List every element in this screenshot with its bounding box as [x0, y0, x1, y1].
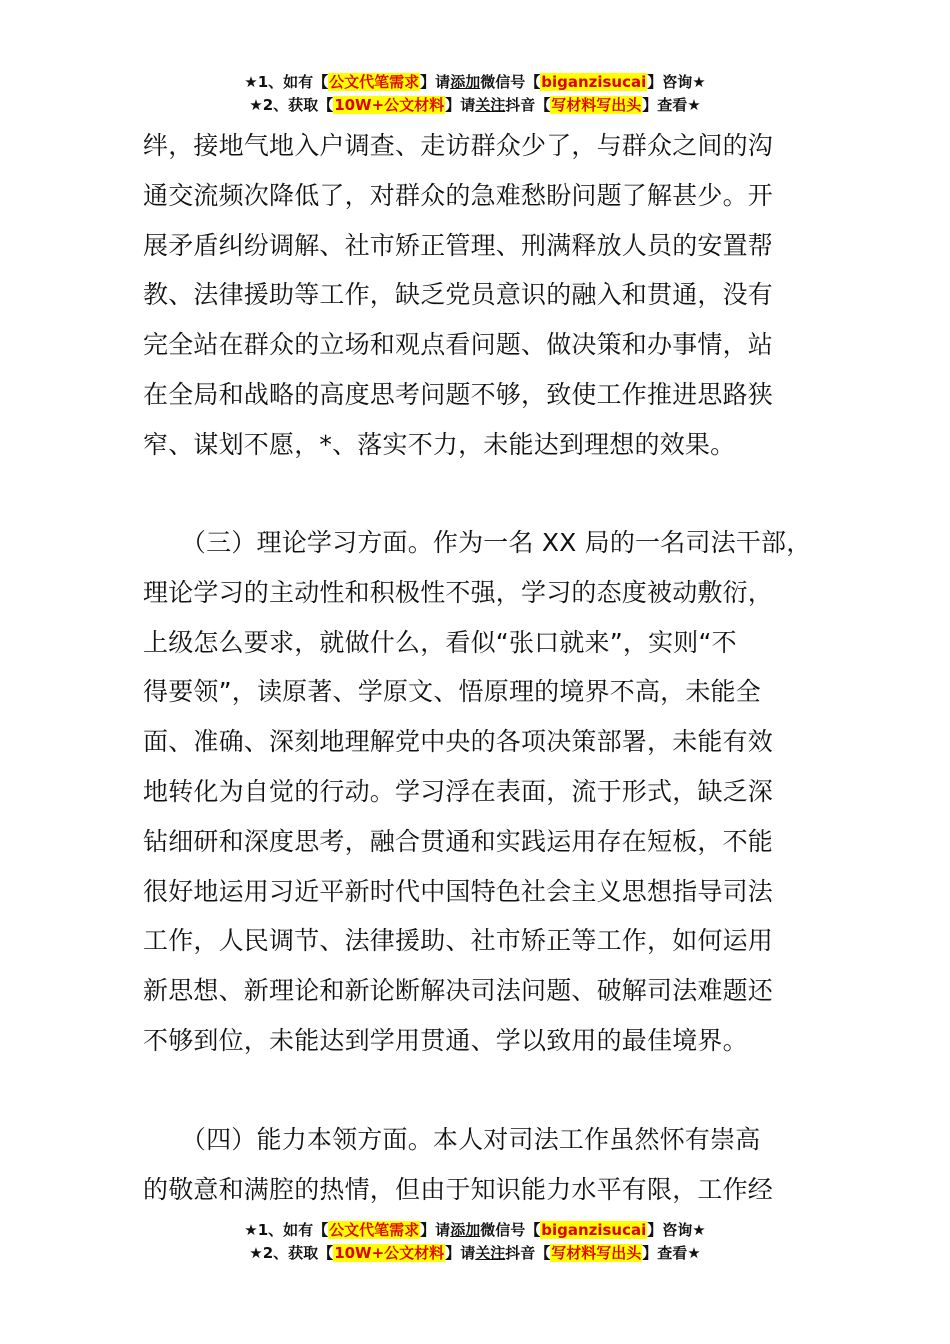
text-line: 工作，人民调节、法律援助、社市矫正等工作，如何运用: [143, 926, 774, 956]
banner-wechat-id: biganzisucai: [541, 73, 647, 91]
text-line: 完全站在群众的立场和观点看问题、做决策和办事情，站: [143, 330, 774, 360]
text-line: 的敬意和满腔的热情，但由于知识能力水平有限，工作经: [143, 1174, 774, 1204]
banner-text: 】查看★: [642, 1244, 701, 1262]
banner-text: 】请: [420, 1221, 451, 1239]
banner-text: 微信号【: [480, 1221, 541, 1239]
banner-text: ★1、如有【: [244, 73, 329, 91]
banner-highlight: 公文代笔需求: [329, 1221, 420, 1239]
banner-underlined-text: 添加: [450, 73, 481, 91]
text-line: （四）能力本领方面。本人对司法工作虽然怀有崇高: [143, 1125, 761, 1154]
text-line: 上级怎么要求，就做什么，看似“张口就来”，实则“不: [143, 627, 737, 657]
banner-text: 】查看★: [642, 96, 701, 114]
banner-underlined-text: 关注: [475, 96, 506, 114]
banner-underlined-text: 关注: [475, 1244, 506, 1262]
banner-line-2: [0, 94, 950, 117]
banner-wechat-id: biganzisucai: [541, 1221, 647, 1239]
banner-underlined-text: 添加: [450, 1221, 481, 1239]
banner-highlight: 公文代笔需求: [329, 73, 420, 91]
banner-highlight: 10W+公文材料: [334, 96, 445, 114]
text-line: 在全局和战略的高度思考问题不够，致使工作推进思路狭: [143, 379, 774, 409]
banner-line-2: [0, 1242, 950, 1265]
paragraph-1: [143, 121, 833, 470]
banner-text: 抖音【: [505, 1244, 551, 1262]
paragraph-3: [143, 1115, 833, 1215]
text-line: 面、准确、深刻地理解党中央的各项决策部署，未能有效: [143, 727, 774, 757]
banner-text: 】请: [445, 96, 476, 114]
text-line: 教、法律援助等工作，缺乏党员意识的融入和贯通，没有: [143, 280, 774, 310]
text-line: 很好地运用习近平新时代中国特色社会主义思想指导司法: [143, 876, 774, 906]
banner-highlight: 写材料写出头: [551, 96, 642, 114]
text-line: 绊，接地气地入户调查、走访群众少了，与群众之间的沟: [143, 131, 774, 160]
banner-line-1: [0, 1219, 950, 1242]
banner-text: 】请: [420, 73, 451, 91]
text-line: 不够到位，未能达到学用贯通、学以致用的最佳境界。: [143, 1025, 748, 1055]
banner-line-1: [0, 71, 950, 94]
text-line: 通交流频次降低了，对群众的急难愁盼问题了解甚少。开: [143, 180, 774, 210]
banner-text: ★2、获取【: [249, 96, 334, 114]
banner-text: 】咨询★: [647, 1221, 706, 1239]
text-line: （三）理论学习方面。作为一名 XX 局的一名司法干部，: [143, 528, 812, 557]
banner-text: 微信号【: [480, 73, 541, 91]
banner-text: 】咨询★: [647, 73, 706, 91]
text-line: 新思想、新理论和新论断解决司法问题、破解司法难题还: [143, 976, 774, 1006]
banner-highlight: 写材料写出头: [551, 1244, 642, 1262]
banner-text: ★1、如有【: [244, 1221, 329, 1239]
banner-text: 】请: [445, 1244, 476, 1262]
text-line: 窄、谋划不愿，*、落实不力，未能达到理想的效果。: [143, 429, 736, 459]
banner-text: 抖音【: [505, 96, 551, 114]
text-line: 展矛盾纠纷调解、社市矫正管理、刑满释放人员的安置帮: [143, 230, 774, 260]
header-banner: [0, 71, 950, 117]
banner-highlight: 10W+公文材料: [334, 1244, 445, 1262]
footer-banner: [0, 1219, 950, 1265]
text-line: 理论学习的主动性和积极性不强，学习的态度被动敷衍，: [143, 577, 774, 607]
banner-text: ★2、获取【: [249, 1244, 334, 1262]
text-line: 得要领”，读原著、学原文、悟原理的境界不高，未能全: [143, 677, 761, 707]
paragraph-2: [143, 518, 833, 1066]
text-line: 地转化为自觉的行动。学习浮在表面，流于形式，缺乏深: [143, 776, 774, 806]
text-line: 钻细研和深度思考，融合贯通和实践运用存在短板，不能: [143, 826, 774, 856]
